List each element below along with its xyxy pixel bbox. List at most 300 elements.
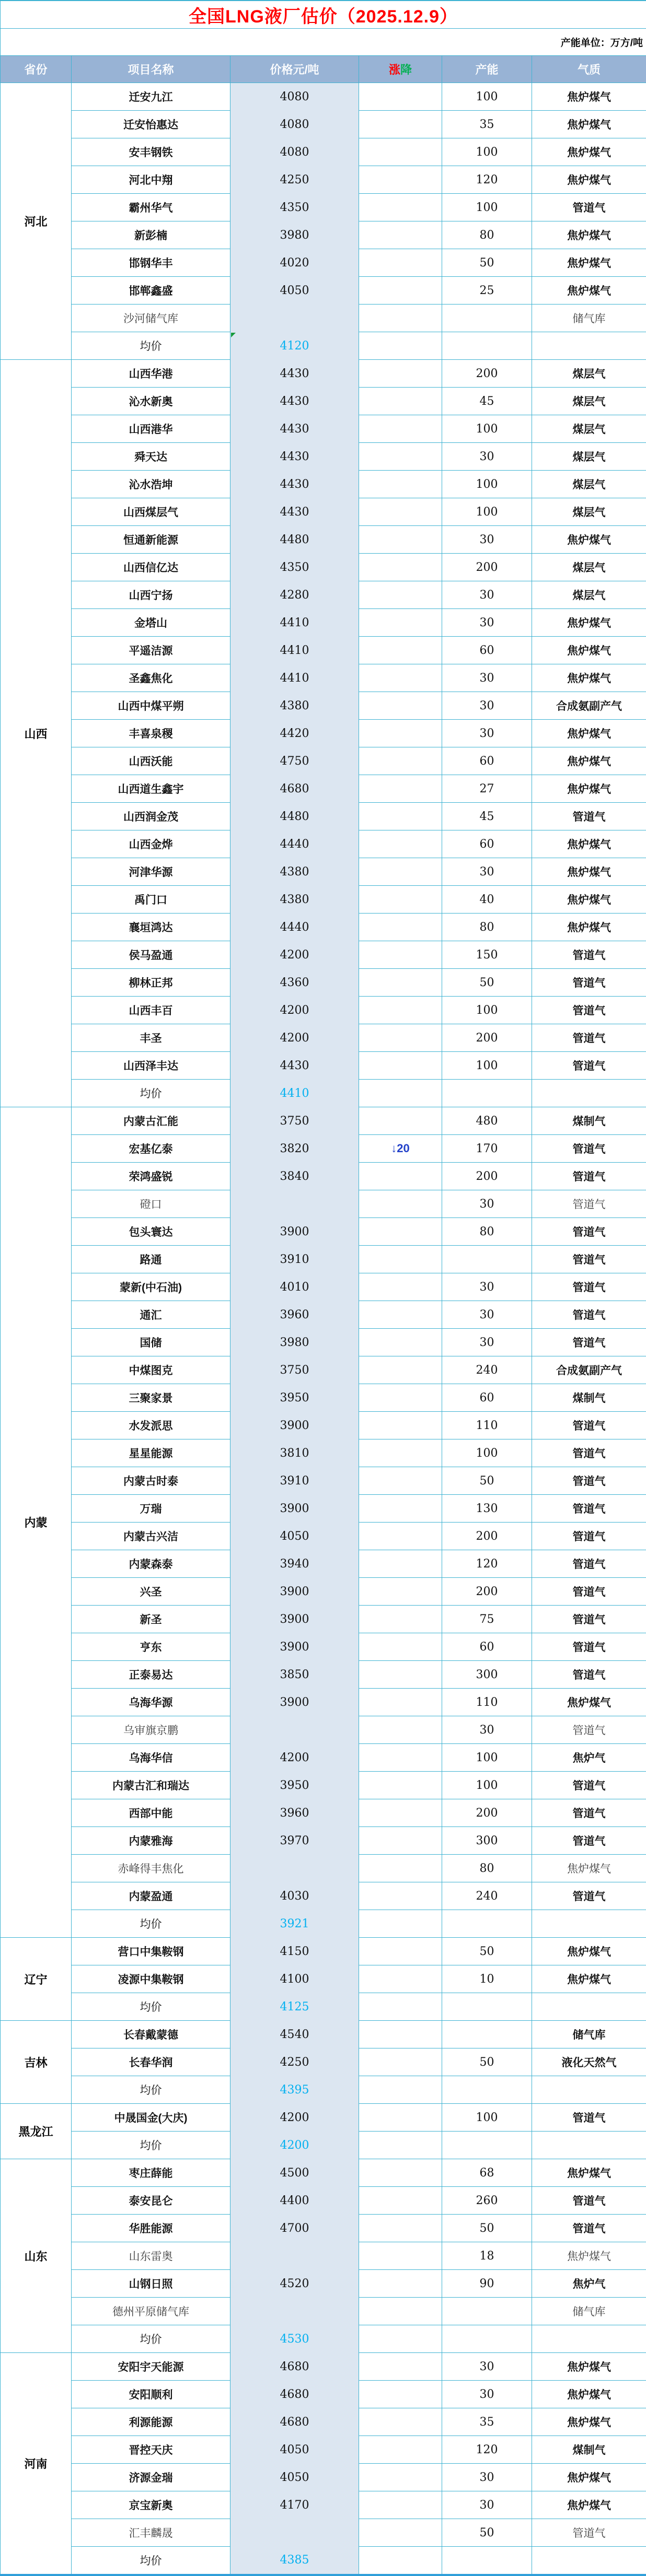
price-cell: 4385	[230, 2547, 359, 2575]
change-cell	[359, 1052, 442, 1080]
price-cell: 4430	[230, 498, 359, 526]
change-cell	[359, 2381, 442, 2408]
quality-cell: 管道气	[532, 2104, 646, 2132]
col-header-project: 项目名称	[72, 56, 230, 83]
quality-cell: 管道气	[532, 2519, 646, 2547]
change-cell	[359, 1772, 442, 1799]
change-cell	[359, 858, 442, 886]
capacity-cell: 30	[442, 1301, 532, 1329]
price-cell: 3900	[230, 1578, 359, 1606]
change-cell	[359, 1107, 442, 1135]
quality-cell: 焦炉煤气	[532, 747, 646, 775]
change-cell	[359, 2159, 442, 2187]
project-cell: 山西华港	[72, 360, 230, 388]
price-cell: 4380	[230, 692, 359, 720]
quality-cell: 管道气	[532, 1301, 646, 1329]
project-cell: 均价	[72, 1993, 230, 2021]
table-row	[1, 2381, 646, 2408]
quality-cell: 焦炉煤气	[532, 2242, 646, 2270]
quality-cell: 管道气	[532, 194, 646, 221]
project-cell: 均价	[72, 2132, 230, 2159]
table-row	[1, 2298, 646, 2325]
project-cell: 新圣	[72, 1606, 230, 1633]
project-cell: 内蒙古时泰	[72, 1467, 230, 1495]
table-row	[1, 830, 646, 858]
project-cell: 安阳顺利	[72, 2381, 230, 2408]
price-cell: 4410	[230, 1080, 359, 1107]
capacity-cell	[442, 1246, 532, 1273]
price-cell: 4200	[230, 941, 359, 969]
capacity-cell	[442, 1993, 532, 2021]
col-header-price: 价格元/吨	[230, 56, 359, 83]
change-cell	[359, 2436, 442, 2464]
table-row	[1, 2021, 646, 2048]
table-row	[1, 997, 646, 1024]
change-cell	[359, 2076, 442, 2104]
change-cell	[359, 415, 442, 443]
table-row	[1, 581, 646, 609]
change-cell	[359, 775, 442, 803]
price-cell: 3970	[230, 1827, 359, 1855]
project-cell: 西部中能	[72, 1799, 230, 1827]
project-cell: 内蒙雅海	[72, 1827, 230, 1855]
capacity-cell: 260	[442, 2187, 532, 2215]
quality-cell: 焦炉煤气	[532, 830, 646, 858]
change-cell	[359, 221, 442, 249]
quality-cell: 焦炉煤气	[532, 277, 646, 305]
quality-cell: 管道气	[532, 1633, 646, 1661]
table-row	[1, 2076, 646, 2104]
change-cell	[359, 443, 442, 471]
capacity-cell: 200	[442, 554, 532, 581]
capacity-cell: 60	[442, 747, 532, 775]
quality-cell: 煤层气	[532, 443, 646, 471]
price-cell: 4200	[230, 2132, 359, 2159]
change-cell	[359, 1910, 442, 1938]
capacity-cell: 100	[442, 415, 532, 443]
change-cell	[359, 1356, 442, 1384]
table-row	[1, 747, 646, 775]
capacity-cell: 240	[442, 1356, 532, 1384]
capacity-cell: 35	[442, 2408, 532, 2436]
price-cell: 4430	[230, 443, 359, 471]
table-row	[1, 1550, 646, 1578]
capacity-cell	[442, 2021, 532, 2048]
province-cell: 辽宁	[1, 1938, 72, 2021]
project-cell: 内蒙森泰	[72, 1550, 230, 1578]
capacity-cell: 30	[442, 858, 532, 886]
table-row	[1, 941, 646, 969]
table-row	[1, 138, 646, 166]
project-cell: 德州平原储气库	[72, 2298, 230, 2325]
change-cell	[359, 194, 442, 221]
capacity-cell: 27	[442, 775, 532, 803]
table-row	[1, 305, 646, 332]
table-row	[1, 914, 646, 941]
table-row	[1, 1439, 646, 1467]
price-cell	[230, 305, 359, 332]
quality-cell	[532, 1910, 646, 1938]
table-row	[1, 1412, 646, 1439]
price-cell: 4410	[230, 637, 359, 664]
table-row	[1, 1661, 646, 1689]
col-header-change	[359, 56, 442, 83]
change-cell	[359, 1578, 442, 1606]
price-cell: 4680	[230, 2381, 359, 2408]
project-cell: 沁水浩坤	[72, 471, 230, 498]
province-cell: 吉林	[1, 2021, 72, 2104]
price-cell: 4480	[230, 803, 359, 830]
change-cell	[359, 249, 442, 277]
capacity-cell: 30	[442, 581, 532, 609]
capacity-cell: 200	[442, 1578, 532, 1606]
capacity-cell	[442, 1910, 532, 1938]
table-row	[1, 2436, 646, 2464]
capacity-cell: 100	[442, 2104, 532, 2132]
province-cell: 内蒙	[1, 1107, 72, 1938]
capacity-cell: 30	[442, 2381, 532, 2408]
change-cell	[359, 2325, 442, 2353]
price-cell: 4050	[230, 2464, 359, 2491]
capacity-cell	[442, 1080, 532, 1107]
capacity-cell: 18	[442, 2242, 532, 2270]
price-cell: 3840	[230, 1163, 359, 1190]
project-cell: 兴圣	[72, 1578, 230, 1606]
capacity-cell: 300	[442, 1827, 532, 1855]
capacity-cell: 80	[442, 1218, 532, 1246]
price-cell	[230, 2519, 359, 2547]
table-row	[1, 1965, 646, 1993]
title-row	[1, 1, 646, 29]
change-cell	[359, 1606, 442, 1633]
capacity-cell	[442, 332, 532, 360]
change-cell	[359, 388, 442, 415]
quality-cell: 煤层气	[532, 498, 646, 526]
quality-cell: 管道气	[532, 1439, 646, 1467]
table-row	[1, 1799, 646, 1827]
price-cell: 3750	[230, 1356, 359, 1384]
capacity-cell: 30	[442, 2353, 532, 2381]
change-cell	[359, 2519, 442, 2547]
change-cell	[359, 1329, 442, 1356]
change-cell	[359, 2353, 442, 2381]
capacity-cell: 60	[442, 1633, 532, 1661]
table-row	[1, 1910, 646, 1938]
price-cell: 4030	[230, 1882, 359, 1910]
price-cell: 3921	[230, 1910, 359, 1938]
project-cell: 内蒙盈通	[72, 1882, 230, 1910]
project-cell: 山西金烨	[72, 830, 230, 858]
table-row	[1, 1578, 646, 1606]
capacity-cell	[442, 2132, 532, 2159]
project-cell: 荣鸿盛锐	[72, 1163, 230, 1190]
project-cell: 均价	[72, 2547, 230, 2575]
project-cell: 亨东	[72, 1633, 230, 1661]
price-cell: 4430	[230, 471, 359, 498]
change-cell	[359, 2021, 442, 2048]
quality-cell: 煤制气	[532, 1107, 646, 1135]
table-row	[1, 2491, 646, 2519]
change-cell	[359, 2132, 442, 2159]
table-row	[1, 443, 646, 471]
capacity-cell: 30	[442, 1329, 532, 1356]
change-cell	[359, 1163, 442, 1190]
quality-cell: 焦炉煤气	[532, 1938, 646, 1965]
capacity-cell: 30	[442, 1190, 532, 1218]
capacity-cell: 30	[442, 2491, 532, 2519]
quality-cell: 焦炉煤气	[532, 83, 646, 111]
capacity-cell: 100	[442, 83, 532, 111]
capacity-cell: 35	[442, 111, 532, 138]
change-cell	[359, 2408, 442, 2436]
price-cell: 4430	[230, 360, 359, 388]
capacity-cell: 100	[442, 138, 532, 166]
quality-cell: 管道气	[532, 1495, 646, 1523]
project-cell: 内蒙古兴洁	[72, 1523, 230, 1550]
change-cell	[359, 1273, 442, 1301]
change-cell	[359, 1716, 442, 1744]
project-cell: 乌海华信	[72, 1744, 230, 1772]
col-header-province: 省份	[1, 56, 72, 83]
project-cell: 利源能源	[72, 2408, 230, 2436]
change-cell	[359, 1190, 442, 1218]
capacity-cell: 50	[442, 2519, 532, 2547]
quality-cell	[532, 1080, 646, 1107]
change-cell	[359, 498, 442, 526]
project-cell: 水发派思	[72, 1412, 230, 1439]
price-cell: 4100	[230, 1965, 359, 1993]
project-cell: 宏基亿泰	[72, 1135, 230, 1163]
capacity-cell: 30	[442, 1273, 532, 1301]
project-cell: 蒙新(中石油)	[72, 1273, 230, 1301]
price-cell: 4200	[230, 1024, 359, 1052]
price-cell: 4430	[230, 415, 359, 443]
capacity-cell: 80	[442, 1855, 532, 1882]
quality-cell: 管道气	[532, 1135, 646, 1163]
change-cell	[359, 1384, 442, 1412]
capacity-cell	[442, 2325, 532, 2353]
table-row	[1, 1855, 646, 1882]
table-row	[1, 1633, 646, 1661]
table-row	[1, 554, 646, 581]
price-cell: 4250	[230, 166, 359, 194]
price-cell: 3980	[230, 1329, 359, 1356]
change-cell	[359, 803, 442, 830]
table-row	[1, 2408, 646, 2436]
quality-cell: 管道气	[532, 1467, 646, 1495]
table-row	[1, 1882, 646, 1910]
project-cell: 丰圣	[72, 1024, 230, 1052]
price-cell: 4380	[230, 858, 359, 886]
capacity-cell	[442, 2298, 532, 2325]
capacity-cell: 50	[442, 1467, 532, 1495]
change-cell	[359, 720, 442, 747]
project-cell: 迁安怡惠达	[72, 111, 230, 138]
capacity-cell	[442, 305, 532, 332]
table-row	[1, 2270, 646, 2298]
capacity-cell: 30	[442, 2464, 532, 2491]
quality-cell: 管道气	[532, 1412, 646, 1439]
change-cell	[359, 2547, 442, 2575]
price-cell: 3900	[230, 1606, 359, 1633]
project-cell: 霸州华气	[72, 194, 230, 221]
quality-cell: 焦炉煤气	[532, 526, 646, 554]
quality-cell: 焦炉煤气	[532, 886, 646, 914]
capacity-cell: 200	[442, 1163, 532, 1190]
project-cell: 柳林正邦	[72, 969, 230, 997]
price-cell: 3980	[230, 221, 359, 249]
project-cell: 国储	[72, 1329, 230, 1356]
project-cell: 正泰易达	[72, 1661, 230, 1689]
table-row	[1, 360, 646, 388]
table-row	[1, 194, 646, 221]
capacity-cell: 60	[442, 637, 532, 664]
price-cell: 4500	[230, 2159, 359, 2187]
price-cell: 4010	[230, 1273, 359, 1301]
price-cell: 3900	[230, 1412, 359, 1439]
table-row	[1, 1107, 646, 1135]
project-cell: 山西丰百	[72, 997, 230, 1024]
table-row	[1, 637, 646, 664]
table-row	[1, 1329, 646, 1356]
table-row	[1, 166, 646, 194]
project-cell: 山西润金茂	[72, 803, 230, 830]
quality-cell: 焦炉煤气	[532, 664, 646, 692]
change-cell	[359, 969, 442, 997]
change-cell	[359, 360, 442, 388]
project-cell: 侯马盈通	[72, 941, 230, 969]
quality-cell: 焦炉煤气	[532, 858, 646, 886]
quality-cell: 焦炉煤气	[532, 2353, 646, 2381]
project-cell: 均价	[72, 1080, 230, 1107]
capacity-cell: 100	[442, 471, 532, 498]
change-cell	[359, 941, 442, 969]
table-row	[1, 2519, 646, 2547]
price-cell: 4680	[230, 2353, 359, 2381]
price-cell: 4700	[230, 2215, 359, 2242]
price-cell: 4480	[230, 526, 359, 554]
change-cell	[359, 1080, 442, 1107]
table-row	[1, 1744, 646, 1772]
change-cell	[359, 1246, 442, 1273]
project-cell: 舜天达	[72, 443, 230, 471]
table-row	[1, 221, 646, 249]
province-cell: 河北	[1, 83, 72, 360]
project-cell: 济源金瑞	[72, 2464, 230, 2491]
project-cell: 丰喜泉稷	[72, 720, 230, 747]
page-title: 全国LNG液厂估价（2025.12.9）	[1, 1, 646, 29]
table-row	[1, 886, 646, 914]
change-cell	[359, 1799, 442, 1827]
change-cell	[359, 2215, 442, 2242]
change-cell	[359, 1965, 442, 1993]
project-cell: 山西中煤平朔	[72, 692, 230, 720]
capacity-cell: 100	[442, 194, 532, 221]
price-cell: 4080	[230, 138, 359, 166]
change-cell	[359, 1882, 442, 1910]
price-cell	[230, 1190, 359, 1218]
project-cell: 均价	[72, 2076, 230, 2104]
price-cell	[230, 2242, 359, 2270]
project-cell: 汇丰麟晟	[72, 2519, 230, 2547]
table-row	[1, 1301, 646, 1329]
quality-cell: 管道气	[532, 1024, 646, 1052]
capacity-cell: 200	[442, 1799, 532, 1827]
price-cell: 4440	[230, 914, 359, 941]
price-cell: 4050	[230, 277, 359, 305]
project-cell: 内蒙古汇和瑞达	[72, 1772, 230, 1799]
table-row	[1, 1467, 646, 1495]
table-row	[1, 2242, 646, 2270]
table-row	[1, 1135, 646, 1163]
change-cell	[359, 2187, 442, 2215]
quality-cell: 煤层气	[532, 388, 646, 415]
change-cell	[359, 830, 442, 858]
table-row	[1, 332, 646, 360]
quality-cell: 管道气	[532, 2187, 646, 2215]
table-row	[1, 1080, 646, 1107]
quality-cell: 管道气	[532, 1772, 646, 1799]
quality-cell: 管道气	[532, 1578, 646, 1606]
project-cell: 星星能源	[72, 1439, 230, 1467]
quality-cell: 管道气	[532, 1163, 646, 1190]
price-cell: 3750	[230, 1107, 359, 1135]
project-cell: 枣庄薛能	[72, 2159, 230, 2187]
project-cell: 邯郸鑫盛	[72, 277, 230, 305]
capacity-cell: 90	[442, 2270, 532, 2298]
change-cell	[359, 886, 442, 914]
price-cell: 4080	[230, 83, 359, 111]
quality-cell: 焦炉煤气	[532, 914, 646, 941]
quality-cell: 焦炉煤气	[532, 609, 646, 637]
quality-cell: 管道气	[532, 1799, 646, 1827]
change-cell	[359, 664, 442, 692]
change-cell	[359, 609, 442, 637]
table-row	[1, 2132, 646, 2159]
price-cell: 3820	[230, 1135, 359, 1163]
price-cell: 4430	[230, 388, 359, 415]
quality-cell: 管道气	[532, 1218, 646, 1246]
price-cell: 4530	[230, 2325, 359, 2353]
change-cell	[359, 111, 442, 138]
change-up-label: 涨	[389, 63, 400, 76]
table-row	[1, 1246, 646, 1273]
capacity-cell: 30	[442, 664, 532, 692]
quality-cell: 煤层气	[532, 360, 646, 388]
capacity-cell: 80	[442, 914, 532, 941]
quality-cell: 合成氨副产气	[532, 692, 646, 720]
quality-cell: 焦炉煤气	[532, 1689, 646, 1716]
project-cell: 平遥洁源	[72, 637, 230, 664]
capacity-cell: 120	[442, 2436, 532, 2464]
quality-cell: 煤层气	[532, 554, 646, 581]
price-cell: 4250	[230, 2048, 359, 2076]
project-cell: 长春戴蒙德	[72, 2021, 230, 2048]
change-cell	[359, 1412, 442, 1439]
price-cell: 3900	[230, 1218, 359, 1246]
table-row	[1, 1163, 646, 1190]
quality-cell: 焦炉煤气	[532, 2159, 646, 2187]
project-cell: 金塔山	[72, 609, 230, 637]
table-row	[1, 969, 646, 997]
capacity-cell: 30	[442, 443, 532, 471]
price-cell: 4430	[230, 1052, 359, 1080]
capacity-cell: 30	[442, 526, 532, 554]
change-cell	[359, 526, 442, 554]
project-cell: 新彭楠	[72, 221, 230, 249]
project-cell: 华胜能源	[72, 2215, 230, 2242]
change-cell	[359, 138, 442, 166]
